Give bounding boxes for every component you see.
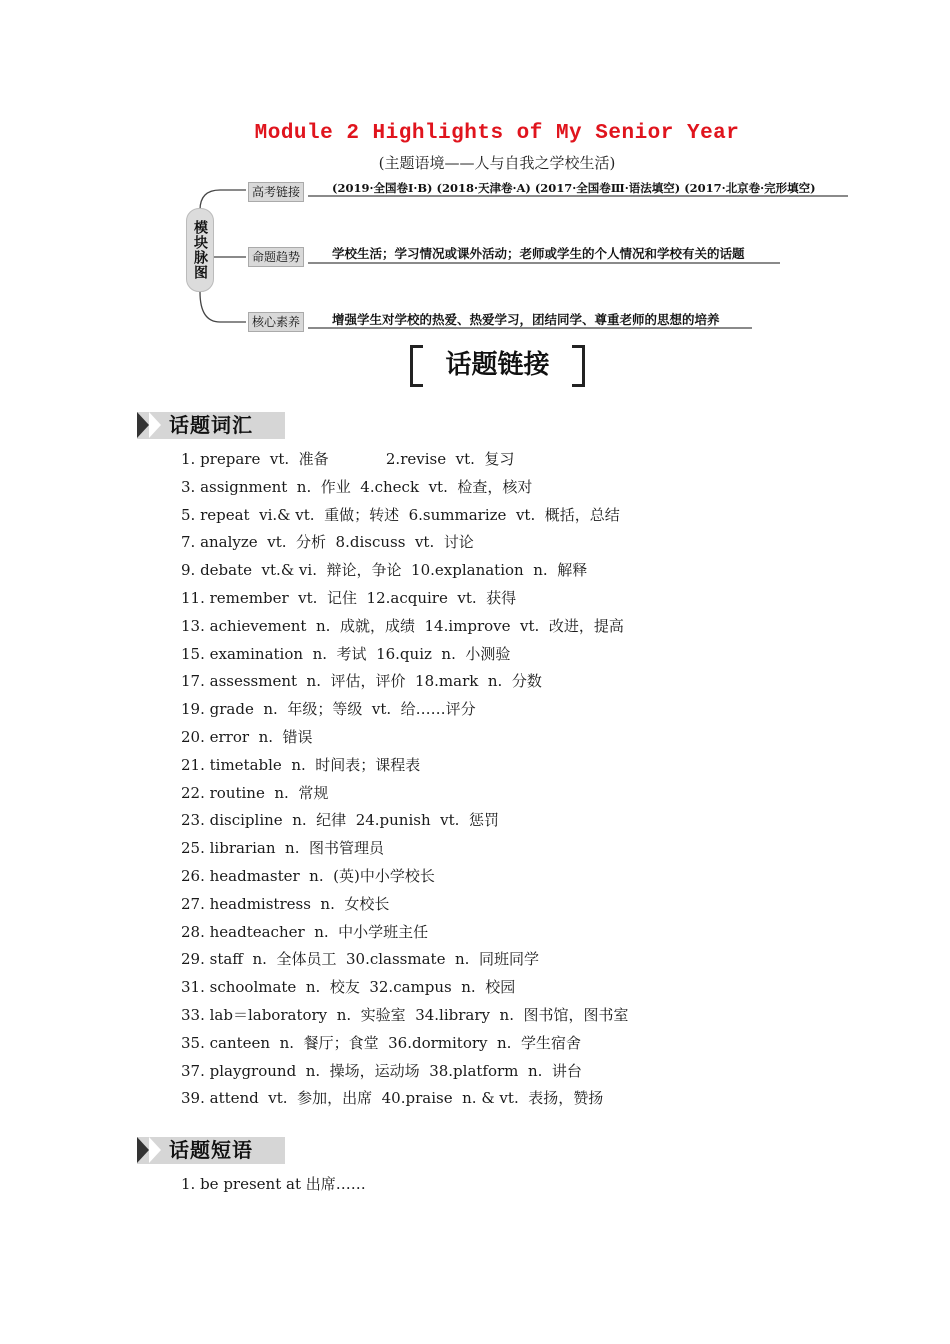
vocab-line: 21. timetable n. 时间表；课程表 [181, 755, 421, 774]
section-arrow-inner [149, 1137, 161, 1163]
section-arrow-inner [149, 412, 161, 438]
vocab-list [181, 446, 629, 1113]
mindmap-center [186, 208, 214, 292]
branch-text-literacy: 增强学生对学校的热爱、热爱学习，团结同学、尊重老师的思想的培养 [332, 312, 720, 327]
vocab-line: 33. lab＝laboratory n. 实验室 34.library n. 图书馆，图书室 [181, 1005, 629, 1024]
vocab-line: 3. assignment n. 作业 4.check vt. 检查，核对 [181, 477, 533, 496]
branch-tag-gaokao: 高考链接 [248, 182, 304, 202]
branch-tag-trend: 命题趋势 [248, 247, 304, 267]
section-header-phrases [137, 1137, 285, 1164]
section-title-vocab: 话题词汇 [169, 413, 253, 437]
page-title: Module 2 Highlights of My Senior Year [254, 122, 740, 145]
vocab-line: 27. headmistress n. 女校长 [181, 894, 390, 913]
vocab-line: 28. headteacher n. 中小学班主任 [181, 922, 429, 941]
mindmap-center-label: 模块脉图 [192, 220, 208, 280]
module-mindmap [180, 180, 860, 330]
branch-text-trend: 学校生活；学习情况或课外活动；老师或学生的个人情况和学校有关的话题 [332, 246, 745, 261]
section-header-vocab [137, 412, 285, 439]
vocab-line: 29. staff n. 全体员工 30.classmate n. 同班同学 [181, 950, 539, 969]
vocab-line: 39. attend vt. 参加，出席 40.praise n. & vt. 表扬，赞扬 [181, 1089, 604, 1108]
vocab-line: 19. grade n. 年级；等级 vt. 给……评分 [181, 700, 476, 719]
banner-title: 话题链接 [445, 350, 550, 380]
vocab-line: 7. analyze vt. 分析 8.discuss vt. 讨论 [181, 533, 474, 552]
branch-tag-literacy: 核心素养 [248, 312, 304, 332]
section-title-phrases: 话题短语 [169, 1138, 253, 1162]
vocab-line: 26. headmaster n. (英)中小学校长 [181, 866, 435, 885]
vocab-line: 15. examination n. 考试 16.quiz n. 小测验 [181, 644, 511, 663]
vocab-line: 25. librarian n. 图书管理员 [181, 839, 385, 858]
page-subtitle: (主题语境——人与自我之学校生活) [378, 154, 616, 172]
vocab-line: 9. debate vt.& vi. 辩论，争论 10.explanation n. 解释 [181, 561, 588, 580]
section-arrow-icon [137, 412, 149, 438]
vocab-line: 22. routine n. 常规 [181, 783, 329, 802]
vocab-line: 20. error n. 错误 [181, 727, 313, 746]
vocab-line: 35. canteen n. 餐厅；食堂 36.dormitory n. 学生宿舍 [181, 1033, 581, 1052]
branch-text-gaokao: (2019·全国卷Ⅰ·B) (2018·天津卷·A) (2017·全国卷Ⅲ·语法填空) (2017·北京卷·完形填空) [332, 181, 816, 195]
vocab-line: 1. prepare vt. 准备 2.revise vt. 复习 [181, 450, 515, 468]
vocab-line: 23. discipline n. 纪律 24.punish vt. 惩罚 [181, 811, 499, 830]
topic-link-banner [410, 345, 585, 385]
phrase-line: 1. be present at 出席…… [181, 1175, 366, 1193]
vocab-line: 37. playground n. 操场，运动场 38.platform n. 讲台 [181, 1061, 582, 1080]
vocab-line: 17. assessment n. 评估，评价 18.mark n. 分数 [181, 672, 542, 691]
vocab-line: 11. remember vt. 记住 12.acquire vt. 获得 [181, 588, 517, 607]
section-arrow-icon [137, 1137, 149, 1163]
vocab-line: 13. achievement n. 成就，成绩 14.improve vt. 改进，提高 [181, 616, 624, 635]
vocab-line: 5. repeat vi.& vt. 重做；转述 6.summarize vt. 概括，总结 [181, 505, 620, 524]
vocab-line: 31. schoolmate n. 校友 32.campus n. 校园 [181, 978, 516, 997]
